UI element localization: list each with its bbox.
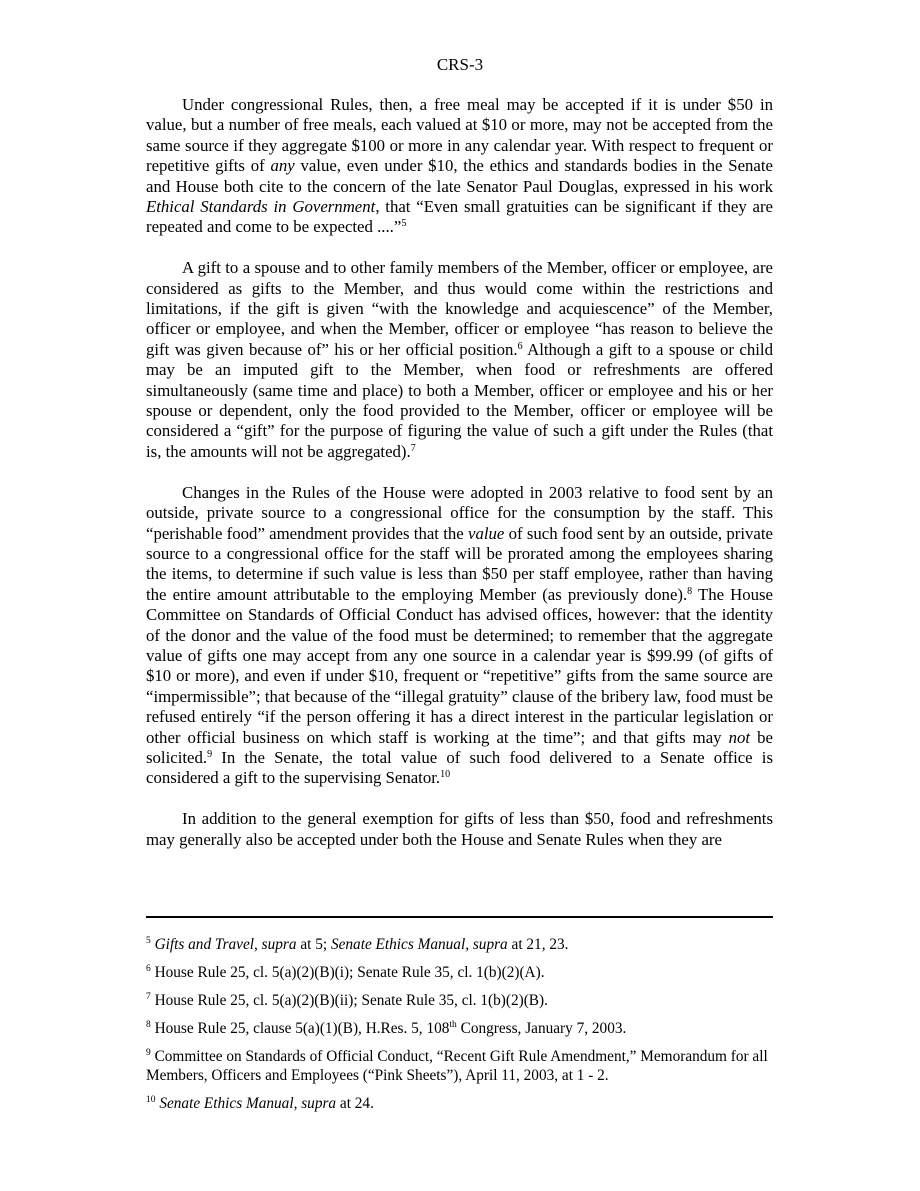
text-run: Changes in the Rules of the House were adopted in 2003 relative to food sent by an outside, private source to a congressional office for the consumption by the staff. This “perishable food” amendment provides that the [146, 482, 773, 543]
footnote-ref: 9 [207, 748, 213, 760]
text-run: The House Committee on Standards of Official Conduct has advised offices, however: that the identity of the donor and the value of the food must be determined; to remember that the aggregate value of gifts one may accept from any one source in a calendar year is $99.99 (of gifts of $10 or more), and even if under $10, frequent or “repetitive” gifts from the same source are “impermissible”; that because of the “illegal gratuity” clause of the bribery law, food must be refused entirely “if the person offering it has a direct interest in the particular legislation or other official business on which staff is working at the time”; and that gifts may [146, 584, 773, 747]
text-run: , [254, 936, 262, 953]
footnote-9 [146, 1047, 773, 1085]
footnote-ref: 7 [410, 442, 416, 454]
footnote-ref: 5 [146, 936, 151, 946]
paragraph-2 [146, 258, 773, 462]
text-run: Under congressional Rules, then, a free meal may be accepted if it is under $50 in value, but a number of free meals, each valued at $10 or more, may not be accepted from the same source if they aggregate $100 or more in any calendar year. With respect to frequent or repetitive gifts of [146, 95, 773, 176]
text-run: be solicited. [146, 727, 773, 767]
footnote-ref: th [449, 1020, 457, 1030]
text-run: of such food sent by an outside, private source to a congressional office for the staff will be prorated among the employees sharing the items, to determine if such value is less than $50 per staff employee, rather than having the entire amount attributable to the employing Member (as previously done). [146, 523, 773, 604]
italic-text: not [728, 727, 751, 747]
italic-text: supra [261, 936, 297, 953]
footnote-ref: 9 [146, 1048, 151, 1058]
text-run: House Rule 25, clause 5(a)(1)(B), H.Res. 5, 108 [150, 1020, 450, 1037]
footnote-5 [146, 935, 773, 954]
paragraph-3 [146, 483, 773, 789]
text-run: , that “Even small gratuities can be significant if they are repeated and come to be expected ....” [146, 197, 773, 237]
paragraph-4 [146, 809, 773, 850]
text-run: Although a gift to a spouse or child may be an imputed gift to the Member, when food or refreshments are offered simultaneously (same time and place) to both a Member, officer or employee and his or her spouse or dependent, only the food provided to the Member, officer or employee will be considered a “gift” for the purpose of figuring the value of such a gift under the Rules (that is, the amounts will not be aggregated). [146, 339, 773, 461]
footnote-8 [146, 1019, 773, 1038]
text-run: Committee on Standards of Official Conduct, “Recent Gift Rule Amendment,” Memorandum for all Members, Officers and Employees (“Pink Sheets”), April 11, 2003, at 1 - 2. [146, 1048, 768, 1084]
footnote-6 [146, 963, 773, 982]
text-run: at 5; [296, 936, 331, 953]
footnote-ref: 6 [146, 964, 151, 974]
page-header: CRS-3 [436, 55, 484, 74]
footnote-ref: 6 [517, 340, 523, 352]
footnote-separator [146, 916, 773, 918]
footnotes [146, 935, 773, 1122]
italic-text: Gifts and Travel [154, 936, 255, 953]
footnote-7 [146, 991, 773, 1010]
footnote-ref: 10 [440, 769, 451, 781]
footnote-ref: 7 [146, 992, 151, 1002]
italic-text: Senate Ethics Manual, supra [330, 936, 508, 953]
text-run: at 24. [336, 1095, 374, 1112]
footnote-ref: 10 [146, 1095, 156, 1105]
text-run: A gift to a spouse and to other family members of the Member, officer or employee, are considered as gifts to the Member, and thus would come within the restrictions and limitations, if the gift is given “with the knowledge and acquiescence” of the Member, officer or employee, and when the Member, officer or employee “has reason to believe the gift was given because of” his or her official position. [146, 258, 773, 359]
text-run: at 21, 23. [507, 936, 569, 953]
italic-text: Ethical Standards in Government [146, 197, 376, 217]
text-run: In the Senate, the total value of such food delivered to a Senate office is considered a gift to the supervising Senator. [146, 747, 773, 788]
italic-text: Senate Ethics Manual, supra [159, 1095, 337, 1112]
italic-text: any [270, 156, 295, 176]
paragraph-1 [146, 95, 773, 238]
footnote-10 [146, 1094, 773, 1113]
body-text [146, 95, 773, 850]
footnote-ref: 5 [401, 218, 407, 230]
text-run: In addition to the general exemption for gifts of less than $50, food and refreshments may generally also be accepted under both the House and Senate Rules when they are [146, 809, 773, 849]
text-run: House Rule 25, cl. 5(a)(2)(B)(i); Senate Rule 35, cl. 1(b)(2)(A). [150, 964, 545, 981]
text-run: value, even under $10, the ethics and standards bodies in the Senate and House both cite to the concern of the late Senator Paul Douglas, expressed in his work [146, 156, 773, 196]
italic-text: value [468, 523, 505, 543]
footnote-ref: 8 [146, 1020, 151, 1030]
text-run: House Rule 25, cl. 5(a)(2)(B)(ii); Senate Rule 35, cl. 1(b)(2)(B). [150, 992, 548, 1009]
text-run: Congress, January 7, 2003. [456, 1020, 627, 1037]
footnote-ref: 8 [687, 585, 693, 597]
